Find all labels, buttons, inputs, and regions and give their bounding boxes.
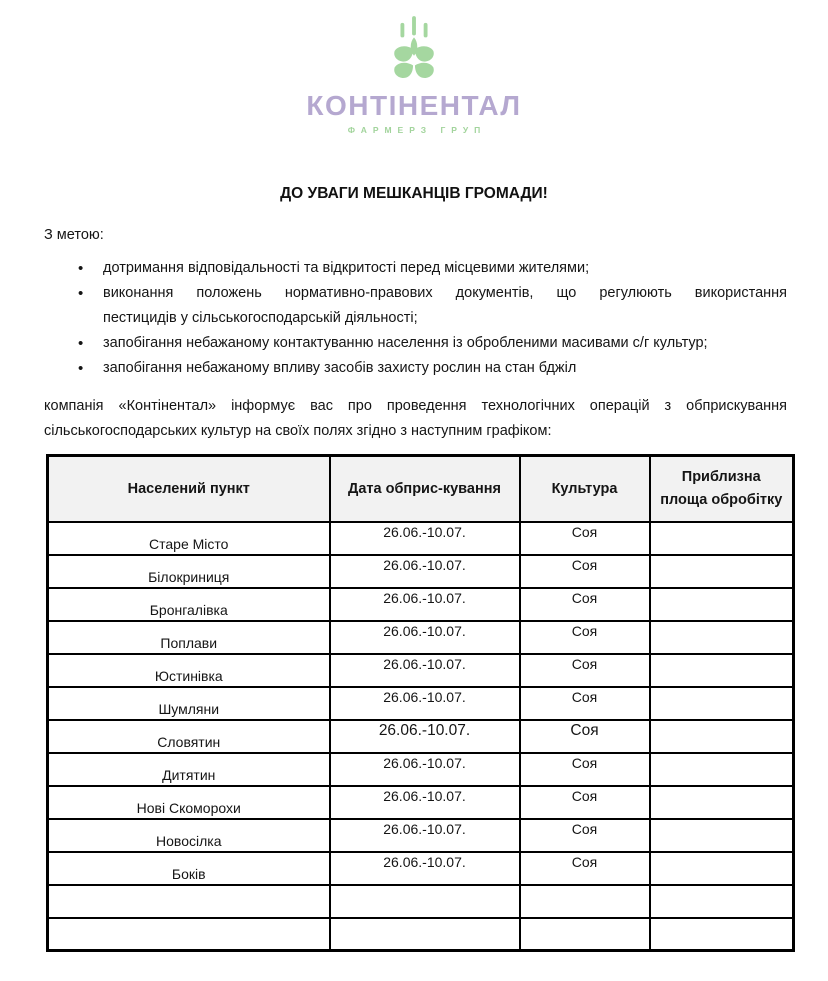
page-title: ДО УВАГИ МЕШКАНЦІВ ГРОМАДИ!: [280, 185, 548, 202]
spraying-schedule-table: [46, 454, 795, 952]
cell-culture: [520, 885, 650, 918]
cell-area: [650, 918, 794, 951]
bullet-item: [76, 331, 787, 356]
cell-culture: Соя: [520, 786, 650, 819]
cell-date: 26.06.-10.07.: [330, 522, 520, 555]
table-row: [48, 687, 794, 720]
cell-settlement: Поплави: [48, 621, 330, 654]
cell-settlement: Боків: [48, 852, 330, 885]
paragraph-line: компанія «Контінентал» інформує вас про проведення технологічних операцій з обприскування: [44, 398, 787, 414]
cell-area: [650, 555, 794, 588]
cell-settlement: Словятин: [48, 720, 330, 753]
company-logo: [0, 0, 828, 135]
cell-settlement: Новосілка: [48, 819, 330, 852]
cell-date: 26.06.-10.07.: [330, 819, 520, 852]
table-row: [48, 654, 794, 687]
cell-date: 26.06.-10.07.: [330, 786, 520, 819]
cell-area: [650, 852, 794, 885]
cell-area: [650, 687, 794, 720]
bullet-line: • дотримання відповідальності та відкритості перед місцевими жителями;: [103, 260, 590, 276]
cell-area: [650, 786, 794, 819]
table-header-row: [48, 456, 794, 522]
table-row: [48, 720, 794, 753]
cell-settlement: Бронгалівка: [48, 588, 330, 621]
header-settlement: Населений пункт: [48, 456, 330, 522]
brand-name: КОНТІНЕНТАЛ: [306, 90, 522, 121]
table-row: [48, 621, 794, 654]
cell-settlement: Юстинівка: [48, 654, 330, 687]
cell-culture: [520, 918, 650, 951]
cell-culture: Соя: [520, 753, 650, 786]
cell-area: [650, 753, 794, 786]
table-row: [48, 522, 794, 555]
bullet-list: [76, 256, 787, 381]
cell-culture: Соя: [520, 819, 650, 852]
table-body: [48, 522, 794, 951]
cell-date: [330, 885, 520, 918]
table-row: [48, 786, 794, 819]
paragraph-line: сільськогосподарських культур на своїх полях згідно з наступним графіком:: [44, 423, 552, 439]
cell-area: [650, 885, 794, 918]
cell-area: [650, 588, 794, 621]
table-row: [48, 753, 794, 786]
cell-settlement: Дитятин: [48, 753, 330, 786]
table-row: [48, 852, 794, 885]
table-row: [48, 819, 794, 852]
cell-culture: Соя: [520, 687, 650, 720]
table-row: [48, 588, 794, 621]
bullet-line: • запобігання небажаному контактуванню населення із обробленими масивами с/г культур;: [103, 335, 708, 351]
cell-culture: Соя: [520, 720, 650, 753]
cell-date: 26.06.-10.07.: [330, 654, 520, 687]
bullet-item: [76, 281, 787, 331]
notice-paragraph: [44, 394, 787, 444]
cell-settlement: [48, 918, 330, 951]
lead-text: З метою:: [44, 227, 104, 243]
cell-area: [650, 819, 794, 852]
bullet-line: • запобігання небажаному впливу засобів захисту рослин на стан бджіл: [103, 360, 577, 376]
cell-settlement: [48, 885, 330, 918]
header-date: Дата обприс-кування: [330, 456, 520, 522]
cell-date: 26.06.-10.07.: [330, 753, 520, 786]
cell-settlement: Білокриниця: [48, 555, 330, 588]
cell-area: [650, 720, 794, 753]
cell-date: 26.06.-10.07.: [330, 621, 520, 654]
cell-culture: Соя: [520, 654, 650, 687]
cell-area: [650, 621, 794, 654]
cell-area: [650, 522, 794, 555]
bullet-line: пестицидів у сільськогосподарській діяльності;: [103, 310, 418, 326]
bullet-line: • виконання положень нормативно-правових документів, що регулюють використання: [103, 285, 787, 301]
bullet-item: [76, 356, 787, 381]
cell-area: [650, 654, 794, 687]
cell-settlement: Шумляни: [48, 687, 330, 720]
cell-settlement: Нові Скоморохи: [48, 786, 330, 819]
cell-settlement: Старе Місто: [48, 522, 330, 555]
bullet-item: [76, 256, 787, 281]
cell-date: [330, 918, 520, 951]
wheat-ear-icon: [0, 16, 828, 82]
table-row: [48, 885, 794, 918]
cell-culture: Соя: [520, 621, 650, 654]
cell-date: 26.06.-10.07.: [330, 687, 520, 720]
cell-culture: Соя: [520, 852, 650, 885]
table-row: [48, 918, 794, 951]
header-culture: Культура: [520, 456, 650, 522]
cell-date: 26.06.-10.07.: [330, 852, 520, 885]
cell-date: 26.06.-10.07.: [330, 588, 520, 621]
table-row: [48, 555, 794, 588]
cell-date: 26.06.-10.07.: [330, 720, 520, 753]
cell-date: 26.06.-10.07.: [330, 555, 520, 588]
cell-culture: Соя: [520, 555, 650, 588]
cell-culture: Соя: [520, 588, 650, 621]
header-area: Приблизна площа обробітку: [650, 456, 794, 522]
cell-culture: Соя: [520, 522, 650, 555]
brand-subtitle: ФАРМЕРЗ ГРУП: [347, 125, 487, 135]
